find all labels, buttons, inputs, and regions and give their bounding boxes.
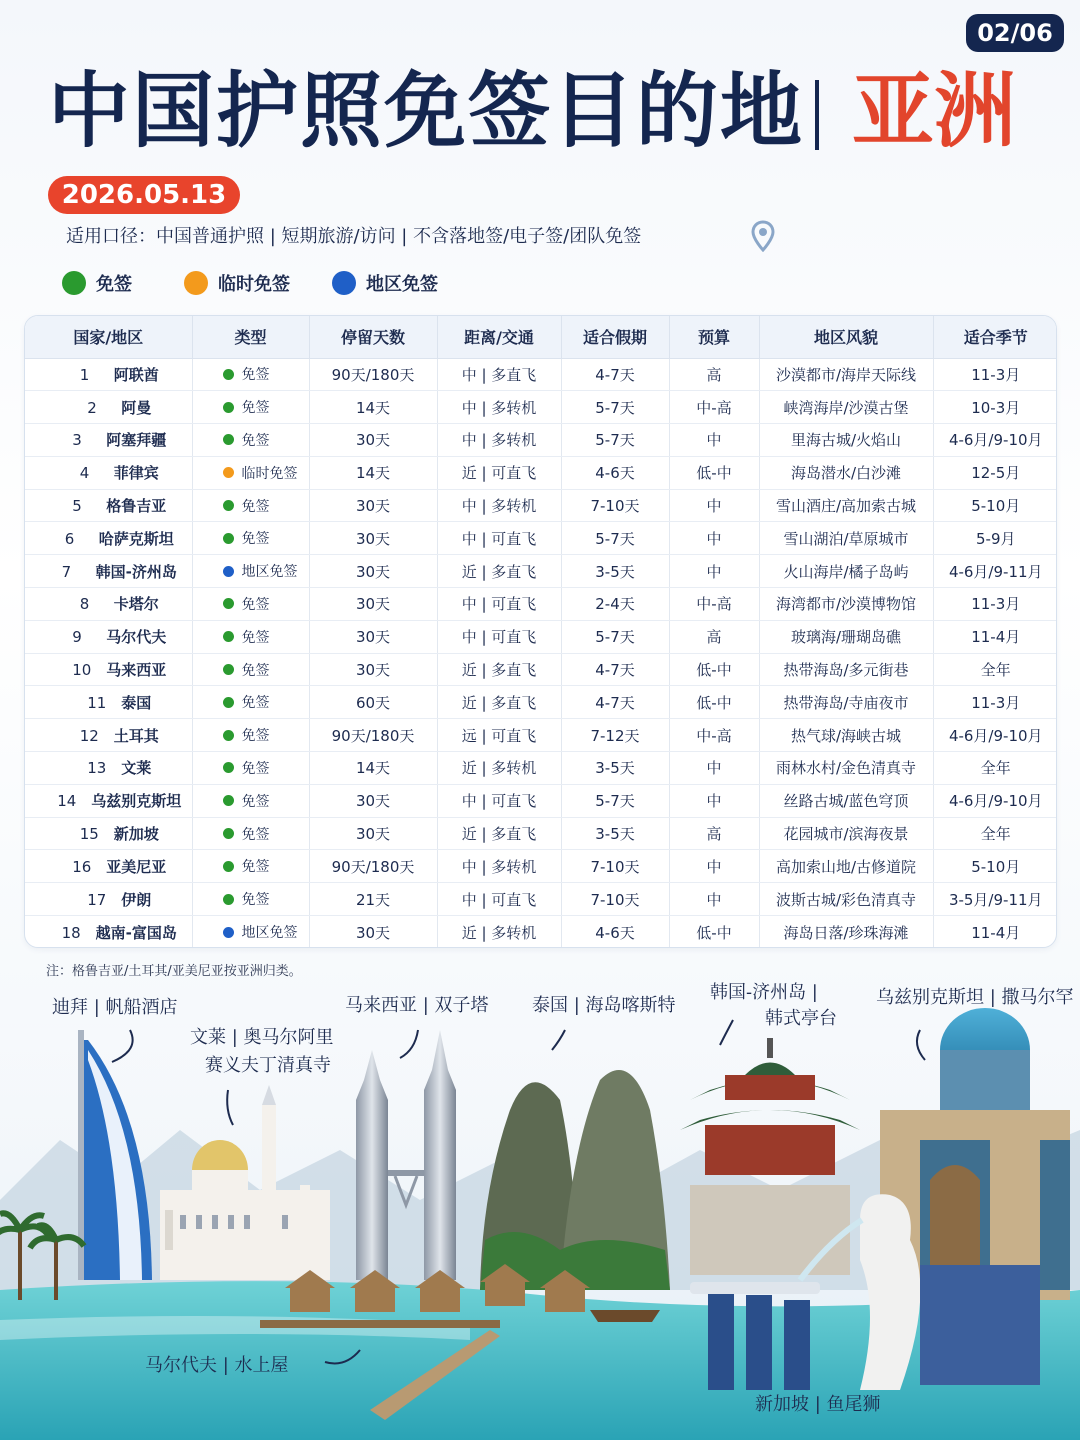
table-row (25, 424, 1057, 457)
transport-cell: 中 | 多转机 (437, 489, 561, 522)
season-cell: 3-5月/9-11月 (933, 883, 1057, 916)
stay-days-cell: 30天 (309, 784, 437, 817)
type-label: 免签 (241, 629, 270, 646)
type-cell (192, 358, 309, 391)
season-cell: 4-6月/9-10月 (933, 784, 1057, 817)
table-row (25, 719, 1057, 752)
country-cell (25, 620, 192, 653)
type-cell (192, 817, 309, 850)
season-cell: 4-6月/9-10月 (933, 719, 1057, 752)
type-cell (192, 719, 309, 752)
scenery-cell: 雨林水村/金色清真寺 (759, 752, 933, 785)
type-cell (192, 653, 309, 686)
transport-cell: 近 | 可直飞 (437, 456, 561, 489)
budget-cell: 中 (669, 752, 759, 785)
caption-maldives: 马尔代夫 | 水上屋 (145, 1355, 289, 1376)
row-number: 9 (72, 628, 82, 647)
header-country: 国家/地区 (25, 316, 192, 358)
type-dot (223, 795, 234, 806)
budget-cell: 低-中 (669, 686, 759, 719)
transport-cell: 中 | 多转机 (437, 424, 561, 457)
holiday-cell: 5-7天 (561, 424, 669, 457)
type-cell (192, 588, 309, 621)
type-label: 地区免签 (241, 564, 298, 581)
type-label: 免签 (241, 531, 270, 548)
type-dot (223, 730, 234, 741)
legend-dot (62, 271, 86, 295)
type-dot (223, 369, 234, 380)
date-badge: 2026.05.13 (48, 176, 240, 214)
table-header-row (25, 316, 1057, 358)
caption-korea-line2: 韩式亭台 (765, 1008, 837, 1029)
page-number-badge: 02/06 (966, 14, 1064, 52)
country-cell (25, 752, 192, 785)
type-label: 免签 (241, 432, 270, 449)
type-dot (223, 697, 234, 708)
country-name: 新加坡 (113, 825, 159, 844)
transport-cell: 近 | 多直飞 (437, 555, 561, 588)
legend-label: 临时免签 (218, 274, 290, 295)
table-row (25, 391, 1057, 424)
type-cell (192, 456, 309, 489)
row-number: 6 (64, 529, 75, 548)
type-cell (192, 391, 309, 424)
country-name: 泰国 (121, 693, 152, 712)
caption-singapore: 新加坡 | 鱼尾狮 (755, 1394, 881, 1415)
holiday-cell: 5-7天 (561, 784, 669, 817)
country-cell (25, 817, 192, 850)
type-cell (192, 620, 309, 653)
header-scenery: 地区风貌 (759, 316, 933, 358)
caption-brunei-line1: 文莱 | 奥马尔阿里 (190, 1027, 334, 1048)
type-label: 免签 (241, 826, 270, 843)
country-name: 哈萨克斯坦 (98, 529, 174, 548)
row-number: 11 (87, 693, 107, 712)
country-cell (25, 424, 192, 457)
country-name: 亚美尼亚 (106, 857, 167, 876)
legend-temporary-visa-free (184, 268, 290, 298)
holiday-cell: 7-10天 (561, 883, 669, 916)
type-cell (192, 752, 309, 785)
country-name: 马来西亚 (106, 661, 167, 680)
table-row (25, 883, 1057, 916)
budget-cell: 中-高 (669, 719, 759, 752)
row-number: 12 (79, 726, 99, 745)
budget-cell: 中 (669, 489, 759, 522)
holiday-cell: 4-6天 (561, 456, 669, 489)
header-stay-days: 停留天数 (309, 316, 437, 358)
type-dot (223, 598, 234, 609)
stay-days-cell: 90天/180天 (309, 719, 437, 752)
stay-days-cell: 14天 (309, 456, 437, 489)
country-name: 卡塔尔 (113, 595, 159, 614)
holiday-cell: 5-7天 (561, 391, 669, 424)
type-cell (192, 916, 309, 948)
type-cell (192, 522, 309, 555)
longtail-boat (590, 1310, 660, 1322)
destination-table (24, 315, 1057, 948)
budget-cell: 中-高 (669, 391, 759, 424)
table-row (25, 588, 1057, 621)
country-name: 韩国-济州岛 (95, 562, 177, 581)
country-name: 土耳其 (113, 726, 159, 745)
table-row (25, 489, 1057, 522)
header-transport: 距离/交通 (437, 316, 561, 358)
country-cell (25, 555, 192, 588)
stay-days-cell: 30天 (309, 588, 437, 621)
country-name: 伊朗 (121, 890, 152, 909)
country-name: 格鲁吉亚 (106, 497, 167, 516)
type-dot (223, 664, 234, 675)
season-cell: 10-3月 (933, 391, 1057, 424)
scenery-cell: 高加索山地/古修道院 (759, 850, 933, 883)
transport-cell: 中 | 可直飞 (437, 883, 561, 916)
transport-cell: 中 | 多转机 (437, 391, 561, 424)
row-number: 15 (79, 825, 99, 844)
scenery-cell: 火山海岸/橘子岛屿 (759, 555, 933, 588)
scenery-cell: 波斯古城/彩色清真寺 (759, 883, 933, 916)
legend-regional-visa-free (332, 268, 438, 298)
transport-cell: 近 | 多转机 (437, 752, 561, 785)
season-cell: 11-3月 (933, 588, 1057, 621)
row-number: 3 (72, 431, 82, 450)
page-title: 中国护照免签目的地 (48, 64, 805, 159)
season-cell: 5-10月 (933, 850, 1057, 883)
type-cell (192, 424, 309, 457)
table-row (25, 456, 1057, 489)
stay-days-cell: 30天 (309, 555, 437, 588)
stay-days-cell: 30天 (309, 620, 437, 653)
scope-text: 适用口径：中国普通护照 | 短期旅游/访问 | 不含落地签/电子签/团队免签 (66, 226, 642, 247)
header-holiday: 适合假期 (561, 316, 669, 358)
title-divider (815, 80, 819, 150)
caption-dubai: 迪拜 | 帆船酒店 (52, 997, 178, 1018)
stay-days-cell: 30天 (309, 817, 437, 850)
season-cell: 全年 (933, 653, 1057, 686)
budget-cell: 中 (669, 522, 759, 555)
location-pin-icon (750, 220, 776, 252)
season-cell: 11-4月 (971, 923, 1021, 942)
holiday-cell: 7-10天 (561, 850, 669, 883)
stay-days-cell: 14天 (309, 752, 437, 785)
transport-cell: 中 | 可直飞 (437, 620, 561, 653)
table-row (25, 620, 1057, 653)
season-cell: 4-6月/9-11月 (933, 555, 1057, 588)
row-number: 5 (72, 497, 82, 516)
budget-cell: 中 (669, 850, 759, 883)
transport-cell: 中 | 可直飞 (437, 522, 561, 555)
row-number: 7 (61, 562, 72, 581)
table-row (25, 653, 1057, 686)
stay-days-cell: 30天 (309, 653, 437, 686)
type-label: 免签 (241, 728, 270, 745)
country-name: 阿曼 (121, 398, 152, 417)
scenery-cell: 海湾都市/沙漠博物馆 (759, 588, 933, 621)
holiday-cell: 4-7天 (561, 358, 669, 391)
table-row (25, 817, 1057, 850)
type-cell (192, 555, 309, 588)
budget-cell: 中 (669, 555, 759, 588)
holiday-cell: 5-7天 (561, 522, 669, 555)
budget-cell: 高 (669, 817, 759, 850)
table-row (25, 686, 1057, 719)
budget-cell: 中 (669, 883, 759, 916)
caption-uzbekistan: 乌兹别克斯坦 | 撒马尔罕 (876, 987, 1074, 1008)
scenery-cell: 热带海岛/寺庙夜市 (759, 686, 933, 719)
scenery-cell: 热气球/海峡古城 (759, 719, 933, 752)
transport-cell: 中 | 多转机 (437, 850, 561, 883)
season-cell: 4-6月/9-10月 (933, 424, 1057, 457)
type-label: 免签 (241, 760, 270, 777)
legend-visa-free (62, 268, 132, 298)
holiday-cell: 3-5天 (561, 752, 669, 785)
scenery-cell: 热带海岛/多元街巷 (759, 653, 933, 686)
caption-brunei-line2: 赛义夫丁清真寺 (205, 1055, 331, 1076)
row-number: 18 (61, 923, 81, 942)
type-label: 免签 (241, 498, 270, 515)
season-cell: 全年 (933, 817, 1057, 850)
scenery-cell: 海岛潜水/白沙滩 (759, 456, 933, 489)
row-number: 17 (87, 890, 107, 909)
header-season: 适合季节 (933, 316, 1057, 358)
table-row (25, 555, 1057, 588)
stay-days-cell: 30天 (309, 489, 437, 522)
holiday-cell: 2-4天 (561, 588, 669, 621)
holiday-cell: 3-5天 (561, 817, 669, 850)
season-cell: 11-3月 (933, 358, 1057, 391)
header-budget: 预算 (669, 316, 759, 358)
stay-days-cell: 30天 (309, 522, 437, 555)
scenery-cell: 海岛日落/珍珠海滩 (759, 916, 933, 948)
table-row (25, 752, 1057, 785)
transport-cell: 近 | 多直飞 (437, 686, 561, 719)
country-name: 菲律宾 (113, 464, 159, 483)
holiday-cell: 7-10天 (561, 489, 669, 522)
stay-days-cell: 21天 (309, 883, 437, 916)
season-cell: 11-4月 (933, 620, 1057, 653)
season-cell: 12-5月 (933, 456, 1057, 489)
row-number: 8 (79, 595, 90, 614)
country-cell (25, 916, 192, 948)
country-cell (25, 883, 192, 916)
type-dot (223, 927, 234, 938)
season-cell: 5-9月 (933, 522, 1057, 555)
type-label: 免签 (241, 695, 270, 712)
row-number: 16 (72, 857, 92, 876)
type-cell (192, 784, 309, 817)
row-number: 2 (87, 398, 97, 417)
type-dot (223, 566, 234, 577)
country-name: 阿塞拜疆 (106, 431, 167, 450)
budget-cell: 中-高 (669, 588, 759, 621)
type-dot (223, 434, 234, 445)
budget-cell: 低-中 (669, 456, 759, 489)
type-dot (223, 894, 234, 905)
type-label: 免签 (241, 400, 270, 417)
caption-malaysia: 马来西亚 | 双子塔 (345, 995, 489, 1016)
transport-cell: 近 | 多直飞 (437, 817, 561, 850)
country-cell (25, 850, 192, 883)
row-number: 1 (79, 365, 90, 384)
type-label: 免签 (241, 892, 270, 909)
table-row (25, 358, 1057, 391)
holiday-cell: 4-7天 (561, 686, 669, 719)
type-dot (223, 402, 234, 413)
header-type: 类型 (192, 316, 309, 358)
holiday-cell: 3-5天 (561, 555, 669, 588)
transport-cell: 中 | 多直飞 (437, 358, 561, 391)
caption-korea-line1: 韩国-济州岛 | (710, 982, 818, 1003)
country-cell (25, 391, 192, 424)
country-name: 马尔代夫 (106, 628, 167, 647)
budget-cell: 低-中 (669, 653, 759, 686)
type-label: 临时免签 (241, 465, 298, 482)
type-cell (192, 850, 309, 883)
type-cell (192, 489, 309, 522)
country-cell (25, 456, 192, 489)
stay-days-cell: 14天 (309, 391, 437, 424)
table-row (25, 916, 1057, 948)
stay-days-cell: 90天/180天 (309, 358, 437, 391)
scenery-cell: 里海古城/火焰山 (759, 424, 933, 457)
country-name: 文莱 (121, 759, 152, 778)
region-title: 亚洲 (852, 64, 1017, 159)
country-cell (25, 686, 192, 719)
type-label: 免签 (241, 793, 270, 810)
transport-cell: 中 | 可直飞 (437, 784, 561, 817)
budget-cell: 中 (669, 424, 759, 457)
stay-days-cell: 90天/180天 (309, 850, 437, 883)
type-label: 免签 (241, 367, 270, 384)
budget-cell: 高 (669, 620, 759, 653)
season-cell: 5-10月 (933, 489, 1057, 522)
type-dot (223, 500, 234, 511)
legend-label: 地区免签 (366, 274, 438, 295)
budget-cell: 高 (669, 358, 759, 391)
type-dot (223, 762, 234, 773)
scenery-cell: 峡湾海岸/沙漠古堡 (759, 391, 933, 424)
row-number: 13 (87, 759, 107, 778)
row-number: 10 (72, 661, 92, 680)
country-cell (25, 489, 192, 522)
type-label: 免签 (241, 596, 270, 613)
stay-days-cell: 30天 (309, 424, 437, 457)
type-dot (223, 533, 234, 544)
row-number: 4 (79, 464, 90, 483)
stay-days-cell: 30天 (309, 916, 437, 948)
country-cell (25, 522, 192, 555)
season-cell: 11-3月 (933, 686, 1057, 719)
type-dot (223, 861, 234, 872)
transport-cell: 近 | 多转机 (437, 916, 561, 948)
holiday-cell: 4-7天 (561, 653, 669, 686)
type-dot (223, 828, 234, 839)
scenery-cell: 沙漠都市/海岸天际线 (759, 358, 933, 391)
country-name: 阿联酋 (113, 365, 159, 384)
budget-cell: 低-中 (669, 916, 759, 948)
country-cell (25, 784, 192, 817)
scenery-cell: 花园城市/滨海夜景 (759, 817, 933, 850)
transport-cell: 近 | 多直飞 (437, 653, 561, 686)
type-dot (223, 467, 234, 478)
holiday-cell: 4-6天 (561, 916, 669, 948)
holiday-cell: 7-12天 (561, 719, 669, 752)
footnote: 注：格鲁吉亚/土耳其/亚美尼亚按亚洲归类。 (46, 964, 302, 979)
row-number: 14 (57, 792, 77, 811)
transport-cell: 远 | 可直飞 (437, 719, 561, 752)
scenery-cell: 雪山酒庄/高加索古城 (759, 489, 933, 522)
country-cell (25, 653, 192, 686)
country-cell (25, 719, 192, 752)
type-label: 免签 (241, 662, 270, 679)
budget-cell: 中 (669, 784, 759, 817)
type-cell (192, 883, 309, 916)
legend-label: 免签 (96, 274, 132, 295)
type-label: 地区免签 (241, 925, 298, 942)
legend-dot (184, 271, 208, 295)
country-cell (25, 358, 192, 391)
legend-dot (332, 271, 356, 295)
table-row (25, 850, 1057, 883)
scenery-cell: 丝路古城/蓝色穹顶 (759, 784, 933, 817)
country-name: 乌兹别克斯坦 (91, 792, 182, 811)
holiday-cell: 5-7天 (561, 620, 669, 653)
stay-days-cell: 60天 (309, 686, 437, 719)
type-dot (223, 631, 234, 642)
table-row (25, 784, 1057, 817)
transport-cell: 中 | 可直飞 (437, 588, 561, 621)
scenery-cell: 雪山湖泊/草原城市 (759, 522, 933, 555)
scenery-cell: 玻璃海/珊瑚岛礁 (759, 620, 933, 653)
type-label: 免签 (241, 859, 270, 876)
season-cell: 全年 (933, 752, 1057, 785)
type-cell (192, 686, 309, 719)
country-name: 越南-富国岛 (95, 923, 177, 942)
country-cell (25, 588, 192, 621)
caption-thailand: 泰国 | 海岛喀斯特 (532, 995, 676, 1016)
table-row (25, 522, 1057, 555)
